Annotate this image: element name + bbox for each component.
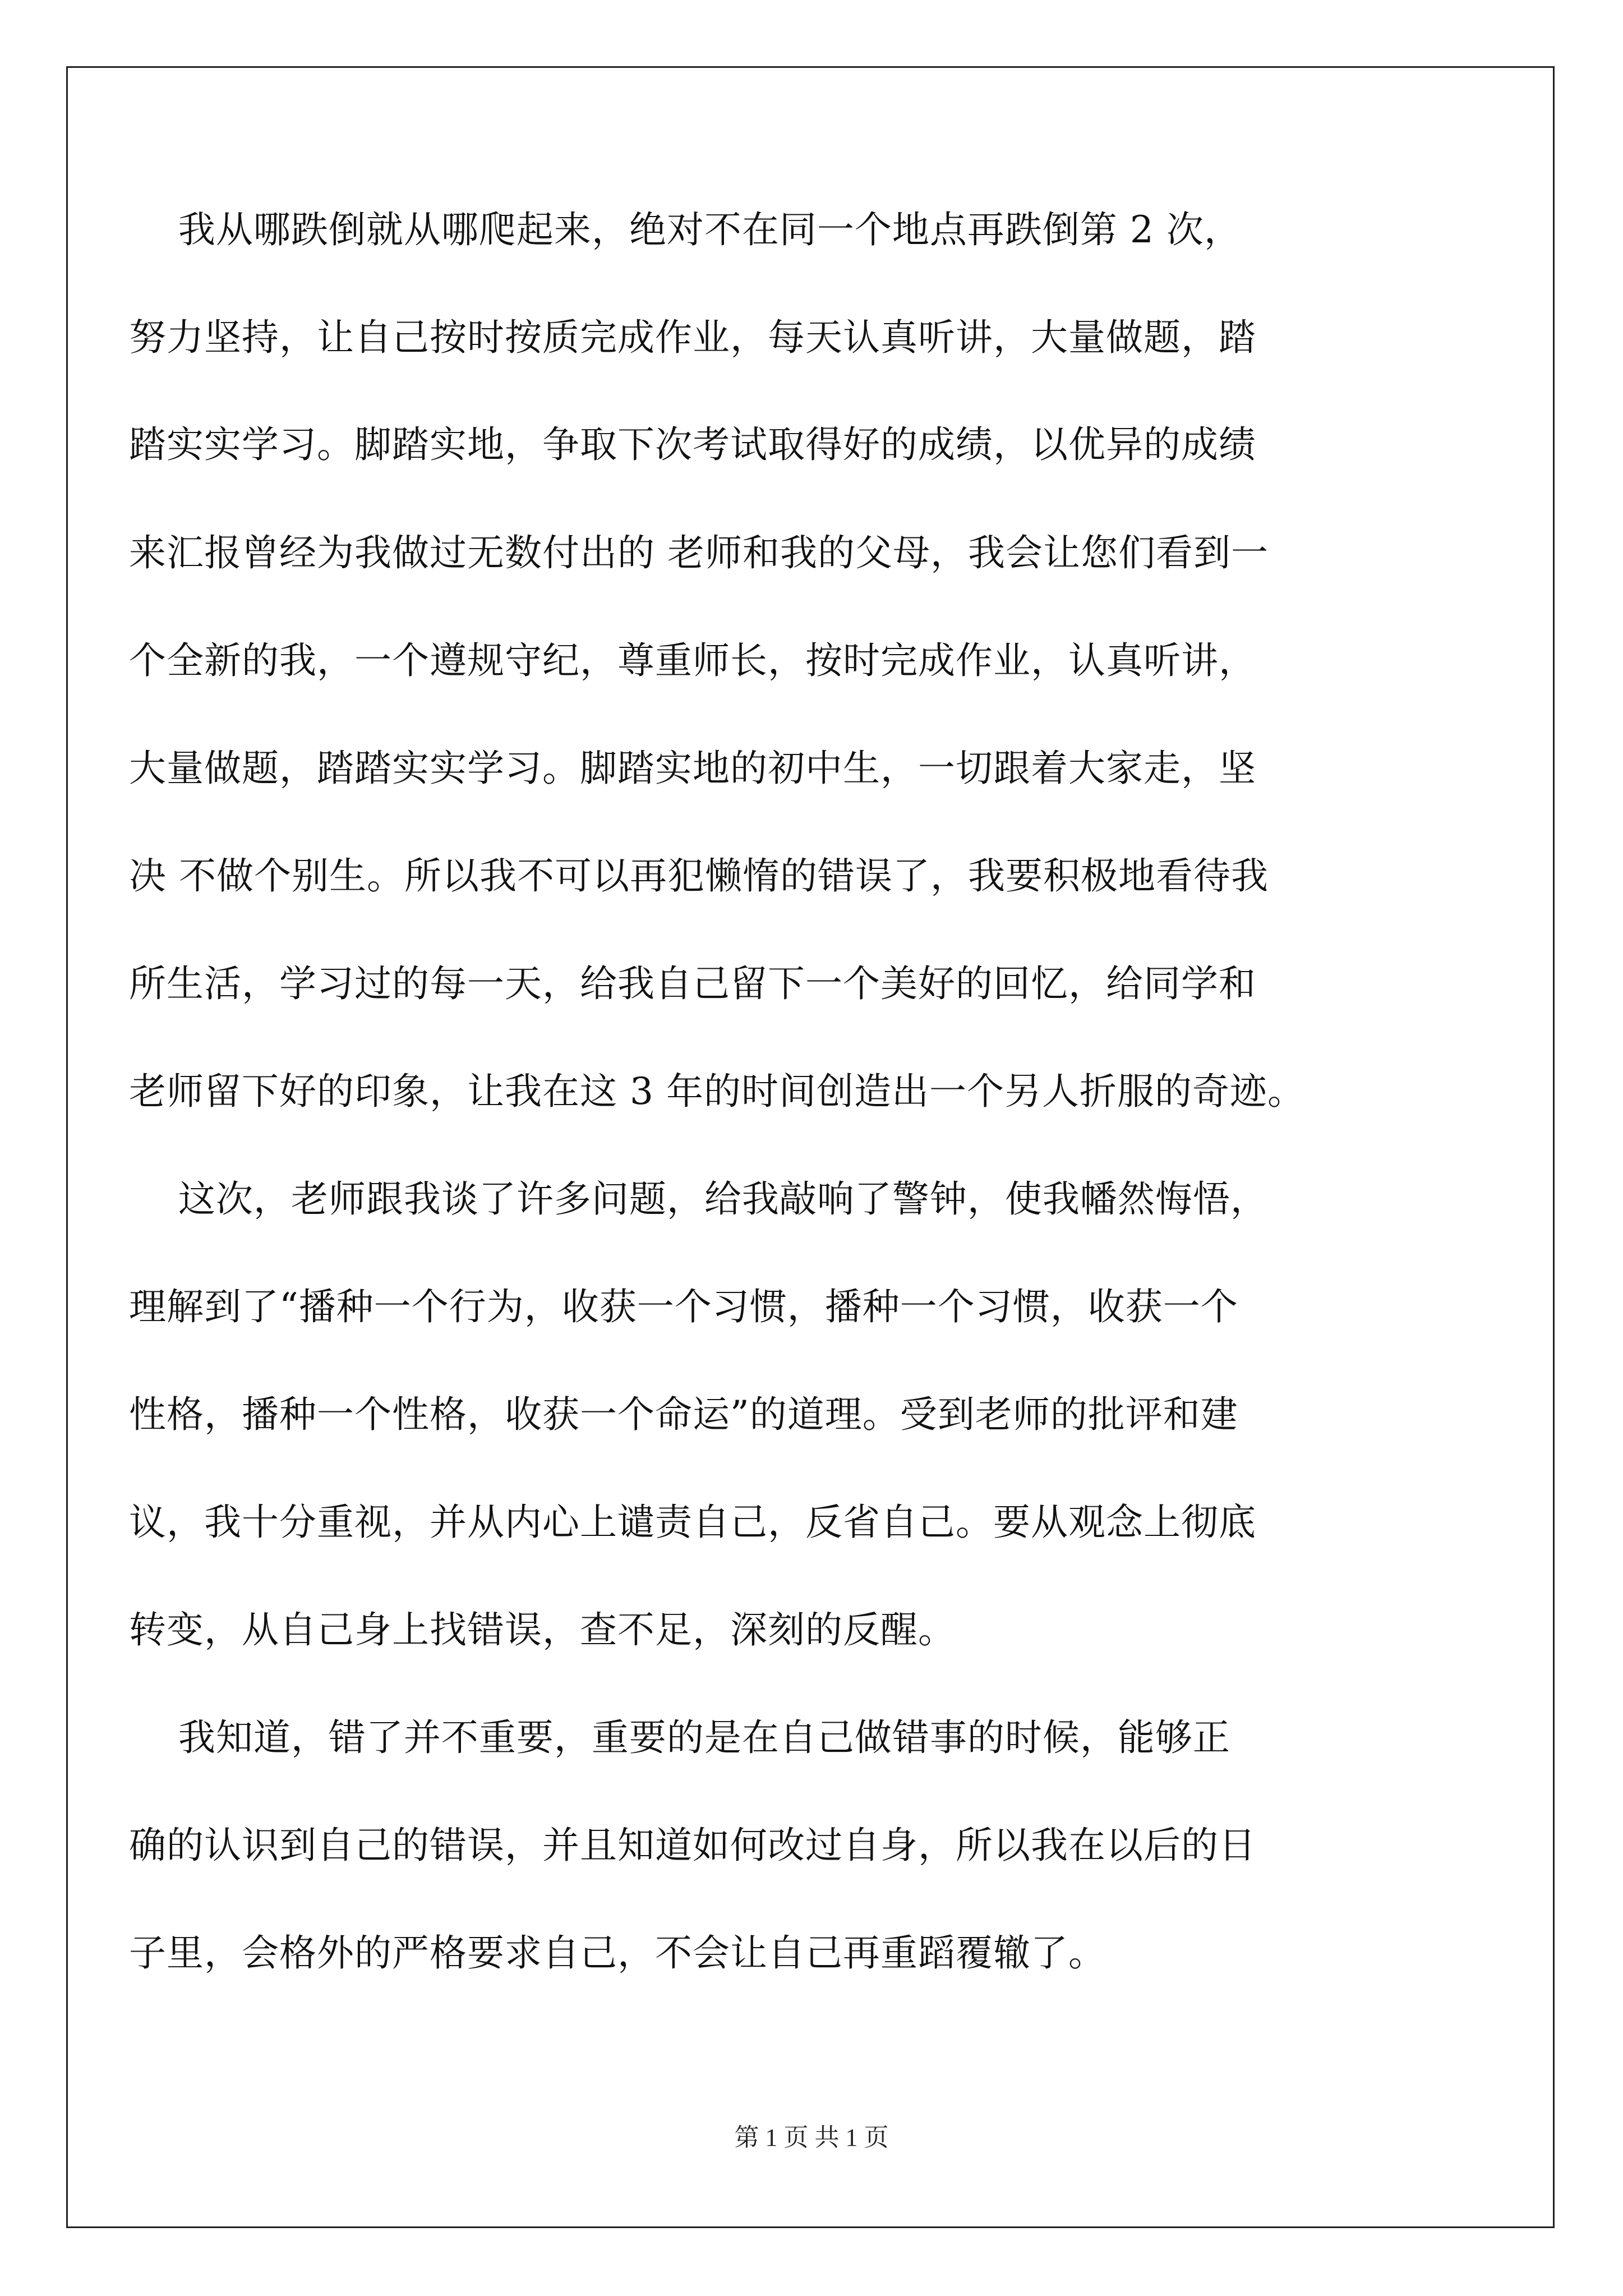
text-line: 我知道，错了并不重要，重要的是在自己做错事的时候，能够正 [129,1716,1230,1759]
text-line: 大量做题，踏踏实实学习。脚踏实地的初中生，一切跟着大家走，坚 [129,747,1256,790]
text-line: 理解到了“播种一个行为，收获一个习惯，播种一个习惯，收获一个 [129,1285,1238,1328]
text-line: 努力坚持，让自己按时按质完成作业，每天认真听讲，大量做题，踏 [129,316,1256,359]
text-line: 来汇报曾经为我做过无数付出的 老师和我的父母，我会让您们看到一 [129,531,1269,574]
text-line: 老师留下好的印象，让我在这 3 年的时间创造出一个另人折服的奇迹。 [129,1070,1305,1113]
text-line: 所生活，学习过的每一天，给我自己留下一个美好的回忆，给同学和 [129,962,1256,1005]
text-line: 我从哪跌倒就从哪爬起来，绝对不在同一个地点再跌倒第 2 次， [129,208,1242,251]
text-line: 性格，播种一个性格，收获一个命运”的道理。受到老师的批评和建 [129,1393,1238,1436]
page-footer: 第 1 页 共 1 页 [734,2124,889,2151]
text-line: 个全新的我，一个遵规守纪，尊重师长，按时完成作业，认真听讲， [129,639,1256,682]
text-line: 踏实实学习。脚踏实地，争取下次考试取得好的成绩，以优异的成绩 [129,423,1256,466]
text-line: 这次，老师跟我谈了许多问题，给我敲响了警钟，使我幡然悔悟， [129,1177,1268,1221]
text-line: 议，我十分重视，并从内心上谴责自己，反省自己。要从观念上彻底 [129,1501,1256,1544]
page-border [66,66,1555,2228]
text-line: 决 不做个别生。所以我不可以再犯懒惰的错误了，我要积极地看待我 [129,854,1269,898]
text-line: 子里，会格外的严格要求自己，不会让自己再重蹈覆辙了。 [129,1931,1106,1975]
text-line: 转变，从自己身上找错误，查不足，深刻的反醒。 [129,1608,956,1651]
text-line: 确的认识到自己的错误，并且知道如何改过自身，所以我在以后的日 [129,1824,1256,1867]
